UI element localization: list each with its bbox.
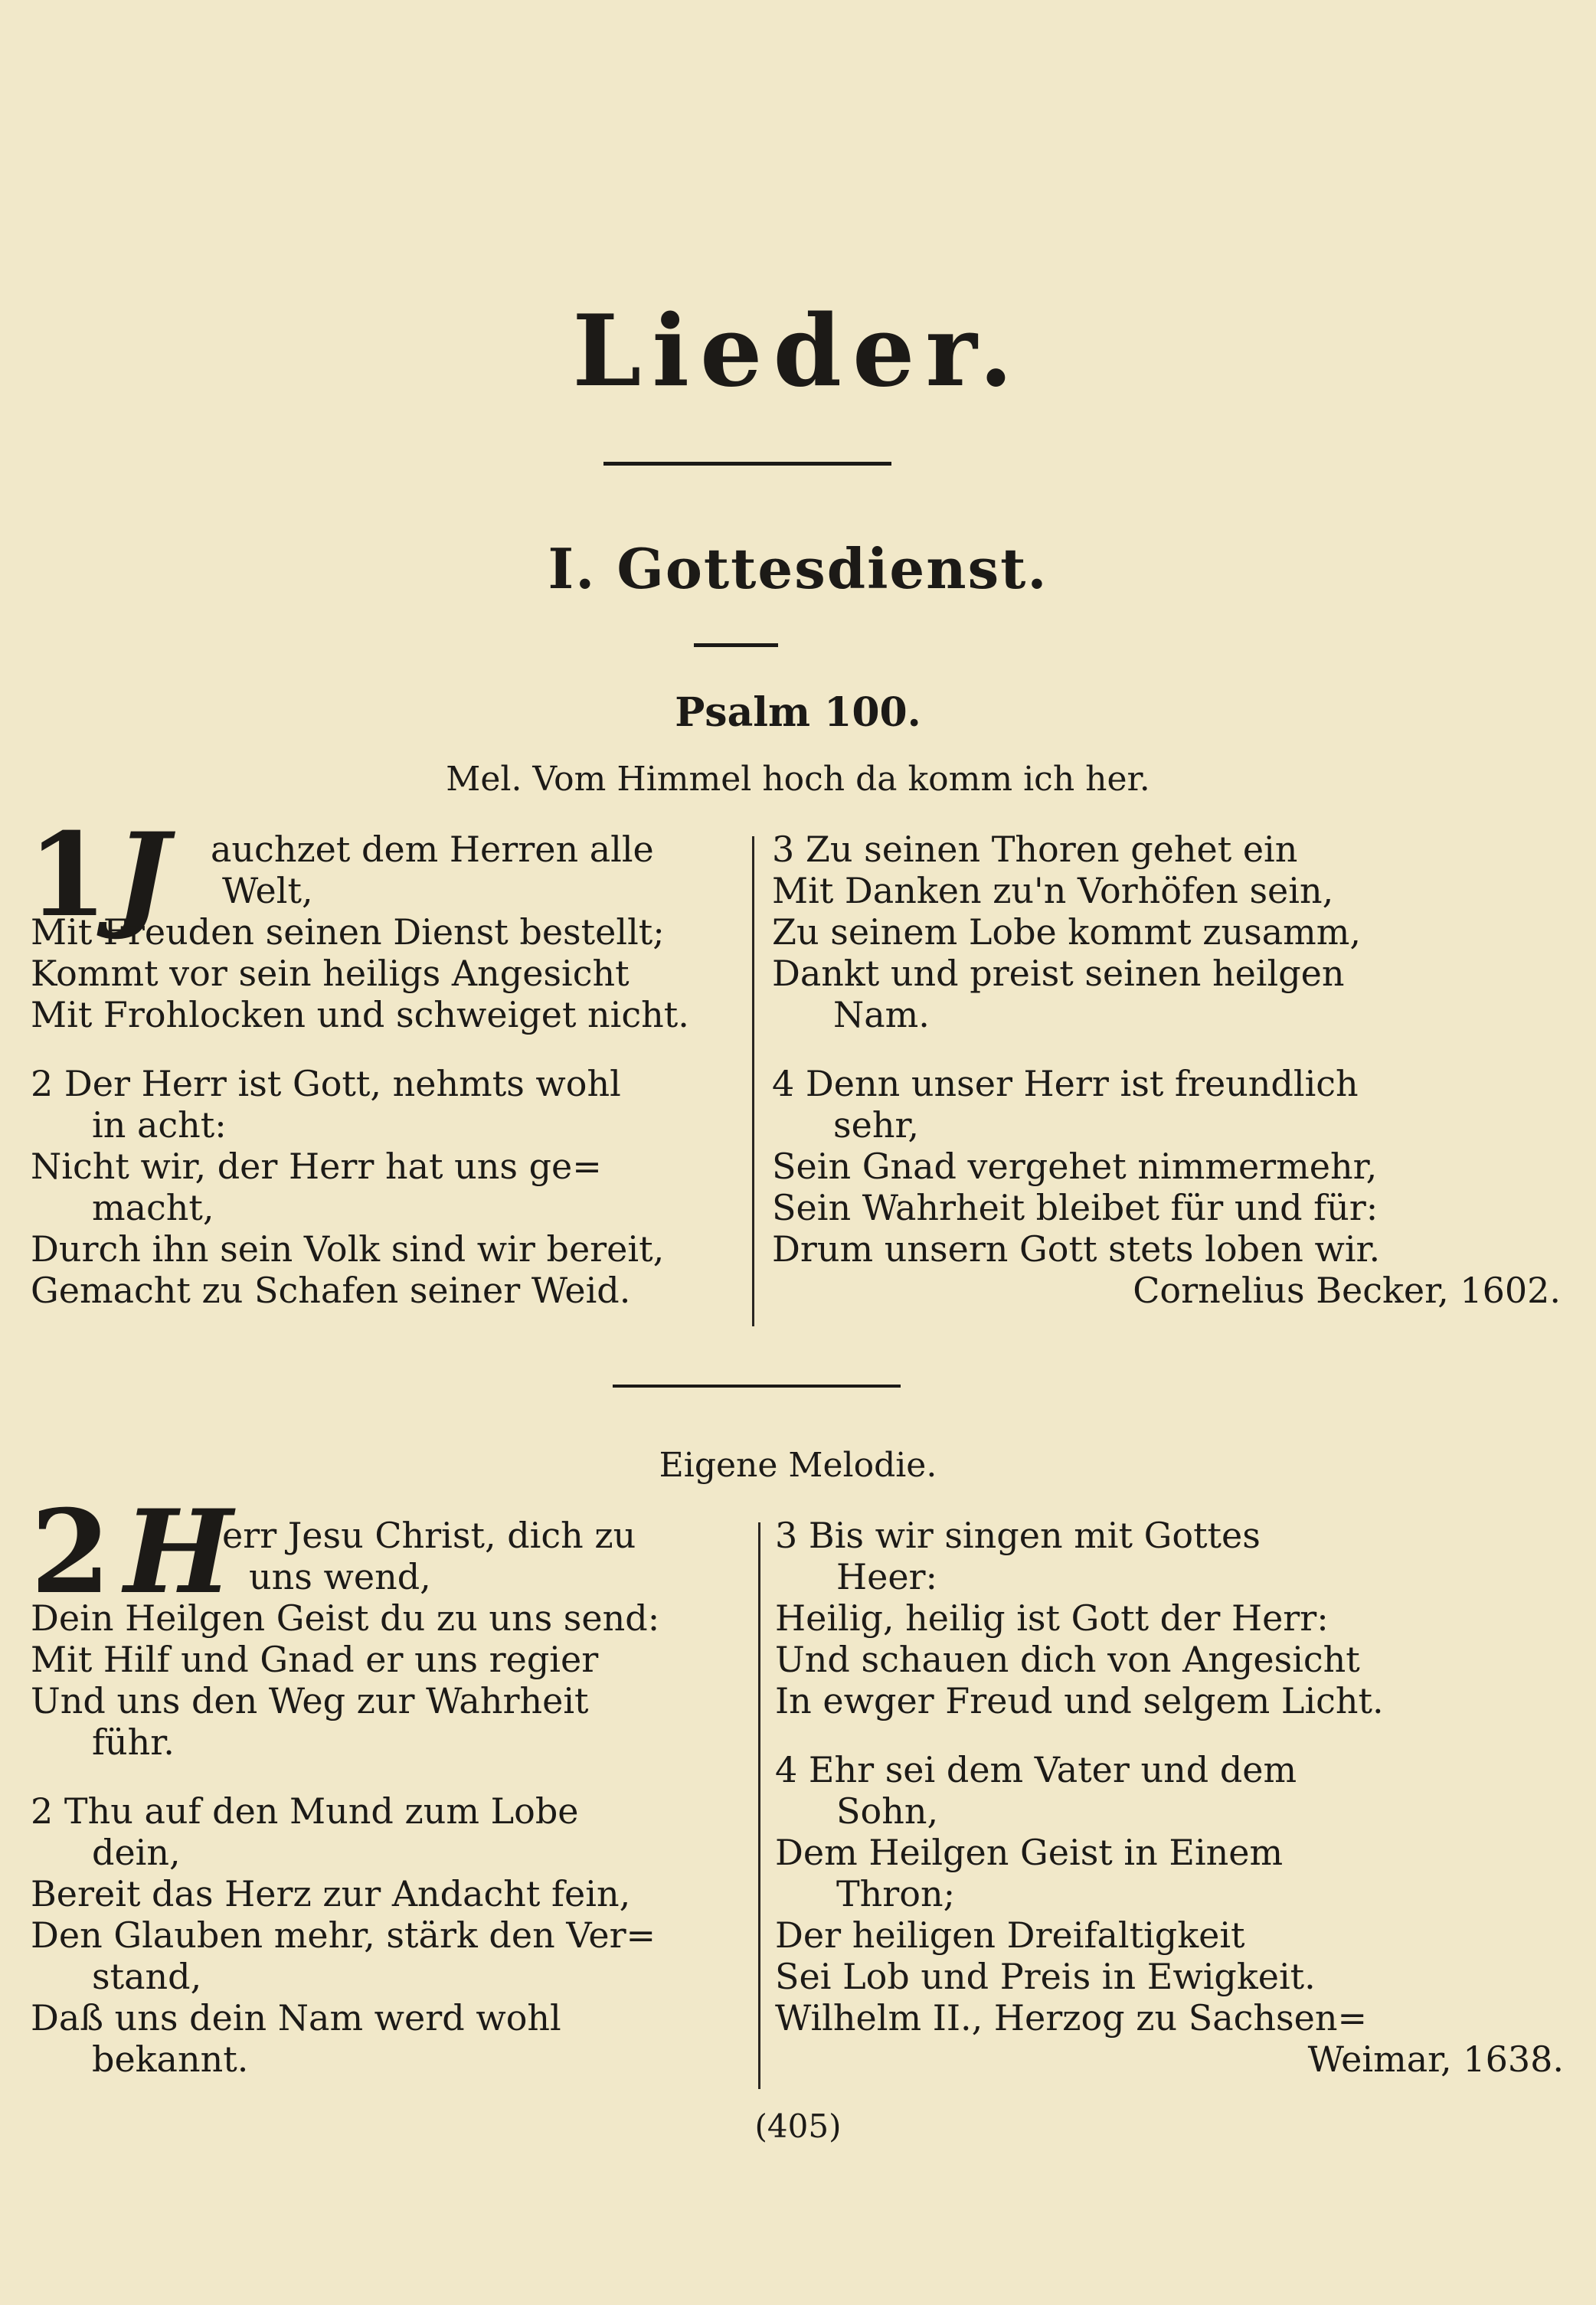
- section-title: I. Gottesdienst.: [548, 536, 1048, 601]
- verse-line: Durch ihn sein Volk sind wir bereit,: [31, 1228, 665, 1270]
- verse-line: Welt,: [222, 870, 313, 911]
- verse-line: Thron;: [836, 1873, 956, 1914]
- hymn-1-number: 1: [28, 808, 108, 943]
- verse-line: Heilig, heilig ist Gott der Herr:: [775, 1597, 1329, 1639]
- verse-line: in acht:: [92, 1104, 227, 1146]
- hymn-2-column-divider: [758, 1522, 760, 2089]
- verse-line: Mit Frohlocken und schweiget nicht.: [31, 994, 689, 1035]
- verse-line: Daß uns dein Nam werd wohl: [31, 1997, 561, 2039]
- title-rule: [603, 462, 891, 466]
- verse-line: Nam.: [833, 994, 930, 1035]
- section-rule: [694, 643, 778, 647]
- verse-line: auchzet dem Herren alle: [211, 829, 654, 870]
- author-credit-continued: Weimar, 1638.: [1307, 2039, 1564, 2080]
- verse-line: macht,: [92, 1187, 214, 1228]
- author-credit: Cornelius Becker, 1602.: [1133, 1270, 1561, 1311]
- verse-line: Sein Wahrheit bleibet für und für:: [772, 1187, 1379, 1228]
- verse-line: In ewger Freud und selgem Licht.: [775, 1680, 1384, 1721]
- verse-line: Und schauen dich von Angesicht: [775, 1639, 1360, 1680]
- page-title: Lieder.: [572, 294, 1024, 409]
- hymn-2-left-column: [31, 1515, 747, 2080]
- verse-line: Sein Gnad vergehet nimmermehr,: [772, 1146, 1378, 1187]
- verse-line: Nicht wir, der Herr hat uns ge=: [31, 1146, 602, 1187]
- verse-line: sehr,: [833, 1104, 920, 1146]
- hymn-1-left-column: [31, 829, 731, 1311]
- verse-line: 4 Denn unser Herr ist freundlich: [772, 1063, 1359, 1104]
- verse-line: dein,: [92, 1832, 181, 1873]
- hymn-2-melody: Eigene Melodie.: [659, 1446, 937, 1485]
- verse-line: Der heiligen Dreifaltigkeit: [775, 1914, 1245, 1956]
- verse-line: 2 Thu auf den Mund zum Lobe: [31, 1790, 579, 1832]
- verse-line: Dem Heilgen Geist in Einem: [775, 1832, 1284, 1873]
- hymn-1-title: Psalm 100.: [675, 689, 921, 736]
- verse-line: Heer:: [836, 1556, 938, 1597]
- verse-line: Bereit das Herz zur Andacht fein,: [31, 1873, 631, 1914]
- hymn-1-column-divider: [752, 836, 754, 1326]
- page-number: (405): [754, 2107, 842, 2145]
- verse-line: 3 Zu seinen Thoren gehet ein: [772, 829, 1298, 870]
- hymn-1-melody: Mel. Vom Himmel hoch da komm ich her.: [446, 760, 1150, 799]
- verse-line: Mit Freuden seinen Dienst bestellt;: [31, 911, 665, 953]
- verse-line: Drum unsern Gott stets loben wir.: [772, 1228, 1381, 1270]
- hymn-2-dropcap: H: [124, 1485, 233, 1620]
- verse-line: Gemacht zu Schafen seiner Weid.: [31, 1270, 631, 1311]
- verse-line: Mit Danken zu'n Vorhöfen sein,: [772, 870, 1334, 911]
- verse-line: stand,: [92, 1956, 202, 1997]
- verse-line: Den Glauben mehr, stärk den Ver=: [31, 1914, 656, 1956]
- hymn-2-number: 2: [31, 1485, 111, 1620]
- verse-line: 3 Bis wir singen mit Gottes: [775, 1515, 1261, 1556]
- verse-line: Zu seinem Lobe kommt zusamm,: [772, 911, 1362, 953]
- verse-line: Dein Heilgen Geist du zu uns send:: [31, 1597, 660, 1639]
- hymn-1-dropcap: J: [115, 808, 169, 943]
- hymn-separator-rule: [613, 1385, 901, 1388]
- verse-line: Kommt vor sein heiligs Angesicht: [31, 953, 630, 994]
- verse-line: 4 Ehr sei dem Vater und dem: [775, 1749, 1297, 1790]
- verse-line: uns wend,: [249, 1556, 431, 1597]
- author-credit: Wilhelm II., Herzog zu Sachsen=: [775, 1997, 1368, 2039]
- verse-line: führ.: [92, 1721, 175, 1763]
- verse-line: Sohn,: [836, 1790, 939, 1832]
- verse-line: err Jesu Christ, dich zu: [222, 1515, 636, 1556]
- verse-line: 2 Der Herr ist Gott, nehmts wohl: [31, 1063, 621, 1104]
- verse-line: Mit Hilf und Gnad er uns regier: [31, 1639, 599, 1680]
- hymn-1-right-column: [772, 829, 1568, 1311]
- verse-line: Sei Lob und Preis in Ewigkeit.: [775, 1956, 1316, 1997]
- verse-line: Und uns den Weg zur Wahrheit: [31, 1680, 589, 1721]
- verse-line: bekannt.: [92, 2039, 249, 2080]
- hymn-2-right-column: [775, 1515, 1571, 2080]
- verse-line: Dankt und preist seinen heilgen: [772, 953, 1345, 994]
